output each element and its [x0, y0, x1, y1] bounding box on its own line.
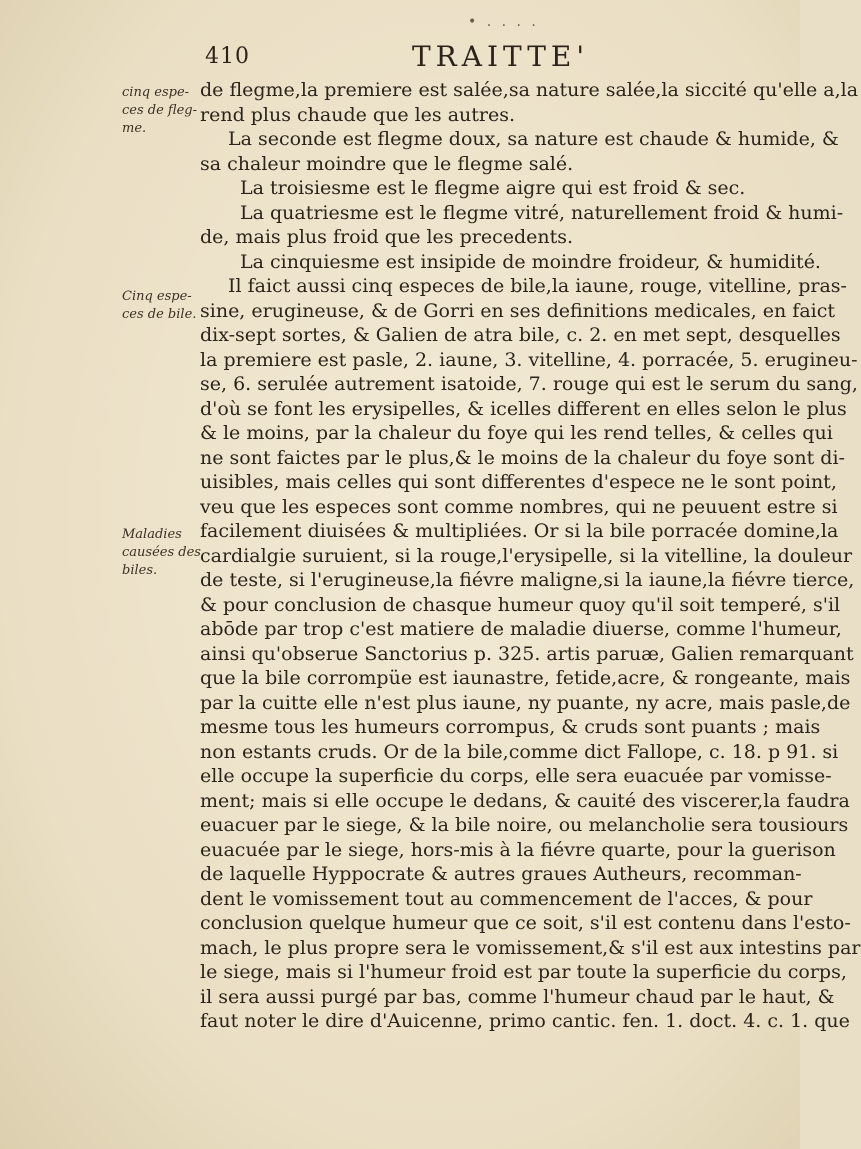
text-line: ainsi qu'obserue Sanctorius p. 325. artis paruæ, Galien remarquant: [200, 642, 854, 665]
text-line: Il faict aussi cinq especes de bile,la iaune, rouge, vitelline, pras-: [228, 275, 847, 297]
text-line: euacuer par le siege, & la bile noire, ou melancholie sera tousiours: [200, 814, 849, 836]
text-line: de, mais plus froid que les precedents.: [200, 226, 574, 248]
text-line: de flegme,la premiere est salée,sa nature salée,la siccité qu'elle a,la: [200, 79, 859, 101]
text-line: & le moins, par la chaleur du foye qui les rend telles, & celles qui: [200, 422, 833, 444]
text-line: sa chaleur moindre que le flegme salé.: [200, 152, 574, 175]
text-line: veu que les especes sont comme nombres, qui ne peuuent estre si: [200, 495, 838, 518]
text-line: dix-sept sortes, & Galien de atra bile, c. 2. en met sept, desquelles: [200, 324, 841, 346]
text-line: le siege, mais si l'humeur froid est par toute la superficie du corps,: [200, 961, 847, 983]
text-line: faut noter le dire d'Auicenne, primo cantic. fen. 1. doct. 4. c. 1. que: [200, 1010, 850, 1032]
margin-line: ces de fleg-: [122, 103, 198, 118]
margin-line: Cinq espe-: [122, 289, 192, 304]
margin-line: ces de bile.: [122, 307, 197, 322]
text-line: facilement diuisées & multipliées. Or si la bile porracée domine,la: [200, 520, 839, 542]
printer-ornament: • . . . .: [468, 14, 539, 30]
text-line: ne sont faictes par le plus,& le moins de la chaleur du foye sont di-: [200, 446, 845, 469]
text-line: que la bile corrompüe est iaunastre, fetide,acre, & rongeante, mais: [200, 667, 851, 689]
text-line: La seconde est flegme doux, sa nature est chaude & humide, &: [228, 128, 839, 150]
text-line: La troisiesme est le flegme aigre qui est froid & sec.: [240, 177, 746, 199]
text-line: cardialgie suruient, si la rouge,l'erysipelle, si la vitelline, la douleur: [200, 544, 853, 567]
text-line: rend plus chaude que les autres.: [200, 103, 516, 126]
text-line: elle occupe la superficie du corps, elle sera euacuée par vomisse-: [200, 765, 832, 787]
text-line: la premiere est pasle, 2. iaune, 3. vitelline, 4. porracée, 5. erugineu-: [200, 348, 858, 371]
margin-line: cinq espe-: [122, 85, 190, 100]
margin-line: Maladies: [122, 527, 182, 542]
margin-note-bile: [122, 288, 202, 324]
margin-line: biles.: [122, 563, 158, 578]
text-line: La cinquiesme est insipide de moindre froideur, & humidité.: [240, 250, 821, 273]
text-line: dent le vomissement tout au commencement de l'acces, & pour: [200, 887, 813, 910]
text-line: conclusion quelque humeur que ce soit, s'il est contenu dans l'esto-: [200, 912, 851, 934]
margin-note-maladies: [122, 526, 202, 580]
text-line: de laquelle Hyppocrate & autres graues Autheurs, recomman-: [200, 863, 802, 885]
text-line: euacuée par le siege, hors-mis à la fiévre quarte, pour la guerison: [200, 838, 836, 861]
margin-line: causées des: [122, 545, 201, 560]
text-line: La quatriesme est le flegme vitré, naturellement froid & humi-: [240, 201, 844, 224]
body-text: [200, 78, 861, 1034]
text-line: de teste, si l'erugineuse,la fiévre maligne,si la iaune,la fiévre tierce,: [200, 569, 855, 591]
running-title: TRAITTE': [412, 40, 590, 73]
text-line: abōde par trop c'est matiere de maladie diuerse, comme l'humeur,: [200, 618, 842, 640]
text-line: se, 6. serulée autrement isatoide, 7. rouge qui est le serum du sang,: [200, 373, 858, 395]
text-line: & pour conclusion de chasque humeur quoy qu'il soit temperé, s'il: [200, 593, 841, 616]
text-line: ment; mais si elle occupe le dedans, & cauité des viscerer,la faudra: [200, 789, 850, 812]
text-line: d'où se font les erysipelles, & icelles different en elles selon le plus: [200, 397, 847, 420]
text-line: sine, erugineuse, & de Gorri en ses definitions medicales, en faict: [200, 299, 836, 322]
text-line: mach, le plus propre sera le vomissement,& s'il est aux intestins par: [200, 936, 861, 959]
text-line: par la cuitte elle n'est plus iaune, ny puante, ny acre, mais pasle,de: [200, 691, 851, 714]
text-line: mesme tous les humeurs corrompus, & cruds sont puants ; mais: [200, 716, 821, 738]
page-number: 410: [205, 44, 250, 69]
text-line: non estants cruds. Or de la bile,comme dict Fallope, c. 18. p 91. si: [200, 740, 839, 763]
text-line: uisibles, mais celles qui sont differentes d'espece ne le sont point,: [200, 471, 837, 493]
margin-note-flegme: [122, 84, 202, 138]
margin-line: me.: [122, 121, 147, 136]
text-line: il sera aussi purgé par bas, comme l'humeur chaud par le haut, &: [200, 985, 835, 1008]
